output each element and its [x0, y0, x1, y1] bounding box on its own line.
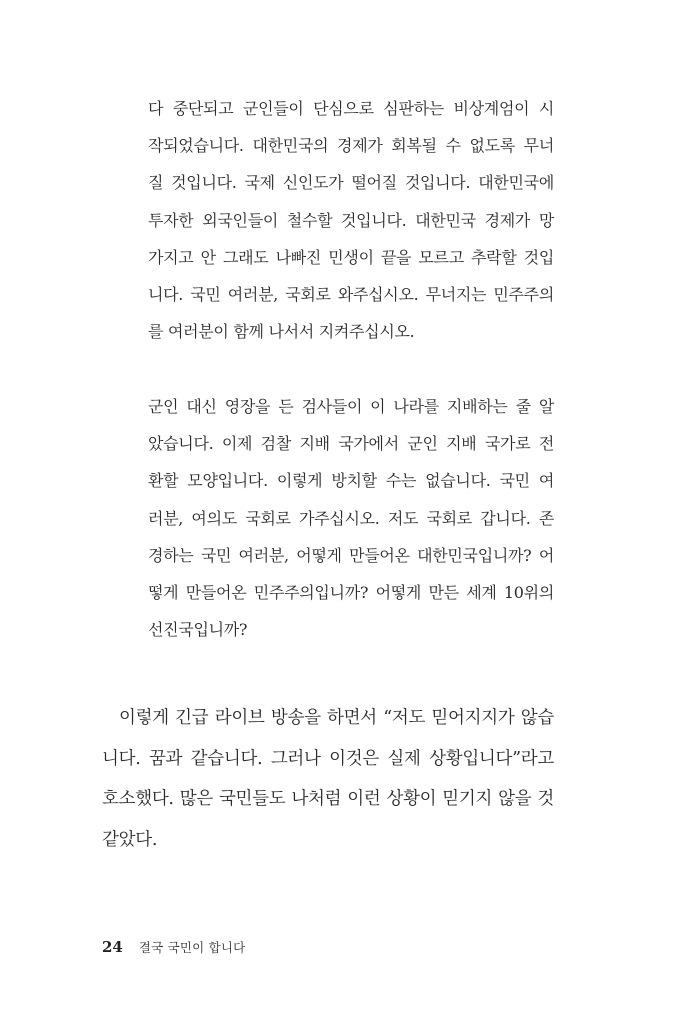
- page-footer: [102, 938, 245, 956]
- quote-line: 떻게 만들어온 민주주의입니까? 어떻게 만든 세계 10위의: [148, 583, 554, 603]
- narrative-paragraph: [102, 698, 554, 860]
- narrative-line: 같았다.: [102, 829, 158, 850]
- quote-line: 투자한 외국인들이 철수할 것입니다. 대한민국 경제가 망: [148, 210, 554, 230]
- quote-line: 았습니다. 이제 검찰 지배 국가에서 군인 지배 국가로 전: [148, 434, 554, 454]
- quote-line: 질 것입니다. 국제 신인도가 떨어질 것입니다. 대한민국에: [148, 173, 554, 193]
- quote-line: 가지고 안 그래도 나빠진 민생이 끝을 모르고 추락할 것입: [148, 247, 554, 267]
- quote-line: 다 중단되고 군인들이 단심으로 심판하는 비상계엄이 시: [148, 99, 554, 118]
- quote-line: 경하는 국민 여러분, 어떻게 만들어온 대한민국입니까? 어: [148, 545, 554, 565]
- quote-line: 니다. 국민 여러분, 국회로 와주십시오. 무너지는 민주주의: [148, 285, 554, 305]
- quote-line: 를 여러분이 함께 나서서 지켜주십시오.: [148, 322, 415, 342]
- quote-paragraph-2: [148, 388, 554, 648]
- quote-line: 군인 대신 영장을 든 검사들이 이 나라를 지배하는 줄 알: [148, 397, 554, 416]
- narrative-line: 이렇게 긴급 라이브 방송을 하면서 “저도 믿어지지가 않습: [119, 708, 554, 728]
- quote-paragraph-1: [148, 90, 554, 350]
- quote-line: 러분, 여의도 국회로 가주십시오. 저도 국회로 갑니다. 존: [148, 508, 554, 528]
- narrative-line: 니다. 꿈과 같습니다. 그러나 이것은 실제 상황입니다”라고: [102, 748, 554, 769]
- quote-line: 선진국입니까?: [148, 620, 248, 640]
- quote-line: 환할 모양입니다. 이렇게 방치할 수는 없습니다. 국민 여: [148, 471, 554, 491]
- narrative-line: 호소했다. 많은 국민들도 나처럼 이런 상황이 믿기지 않을 것: [102, 789, 554, 810]
- running-title: 결국 국민이 합니다: [138, 940, 246, 955]
- quote-line: 작되었습니다. 대한민국의 경제가 회복될 수 없도록 무너: [148, 136, 554, 156]
- page-number: 24: [102, 938, 123, 956]
